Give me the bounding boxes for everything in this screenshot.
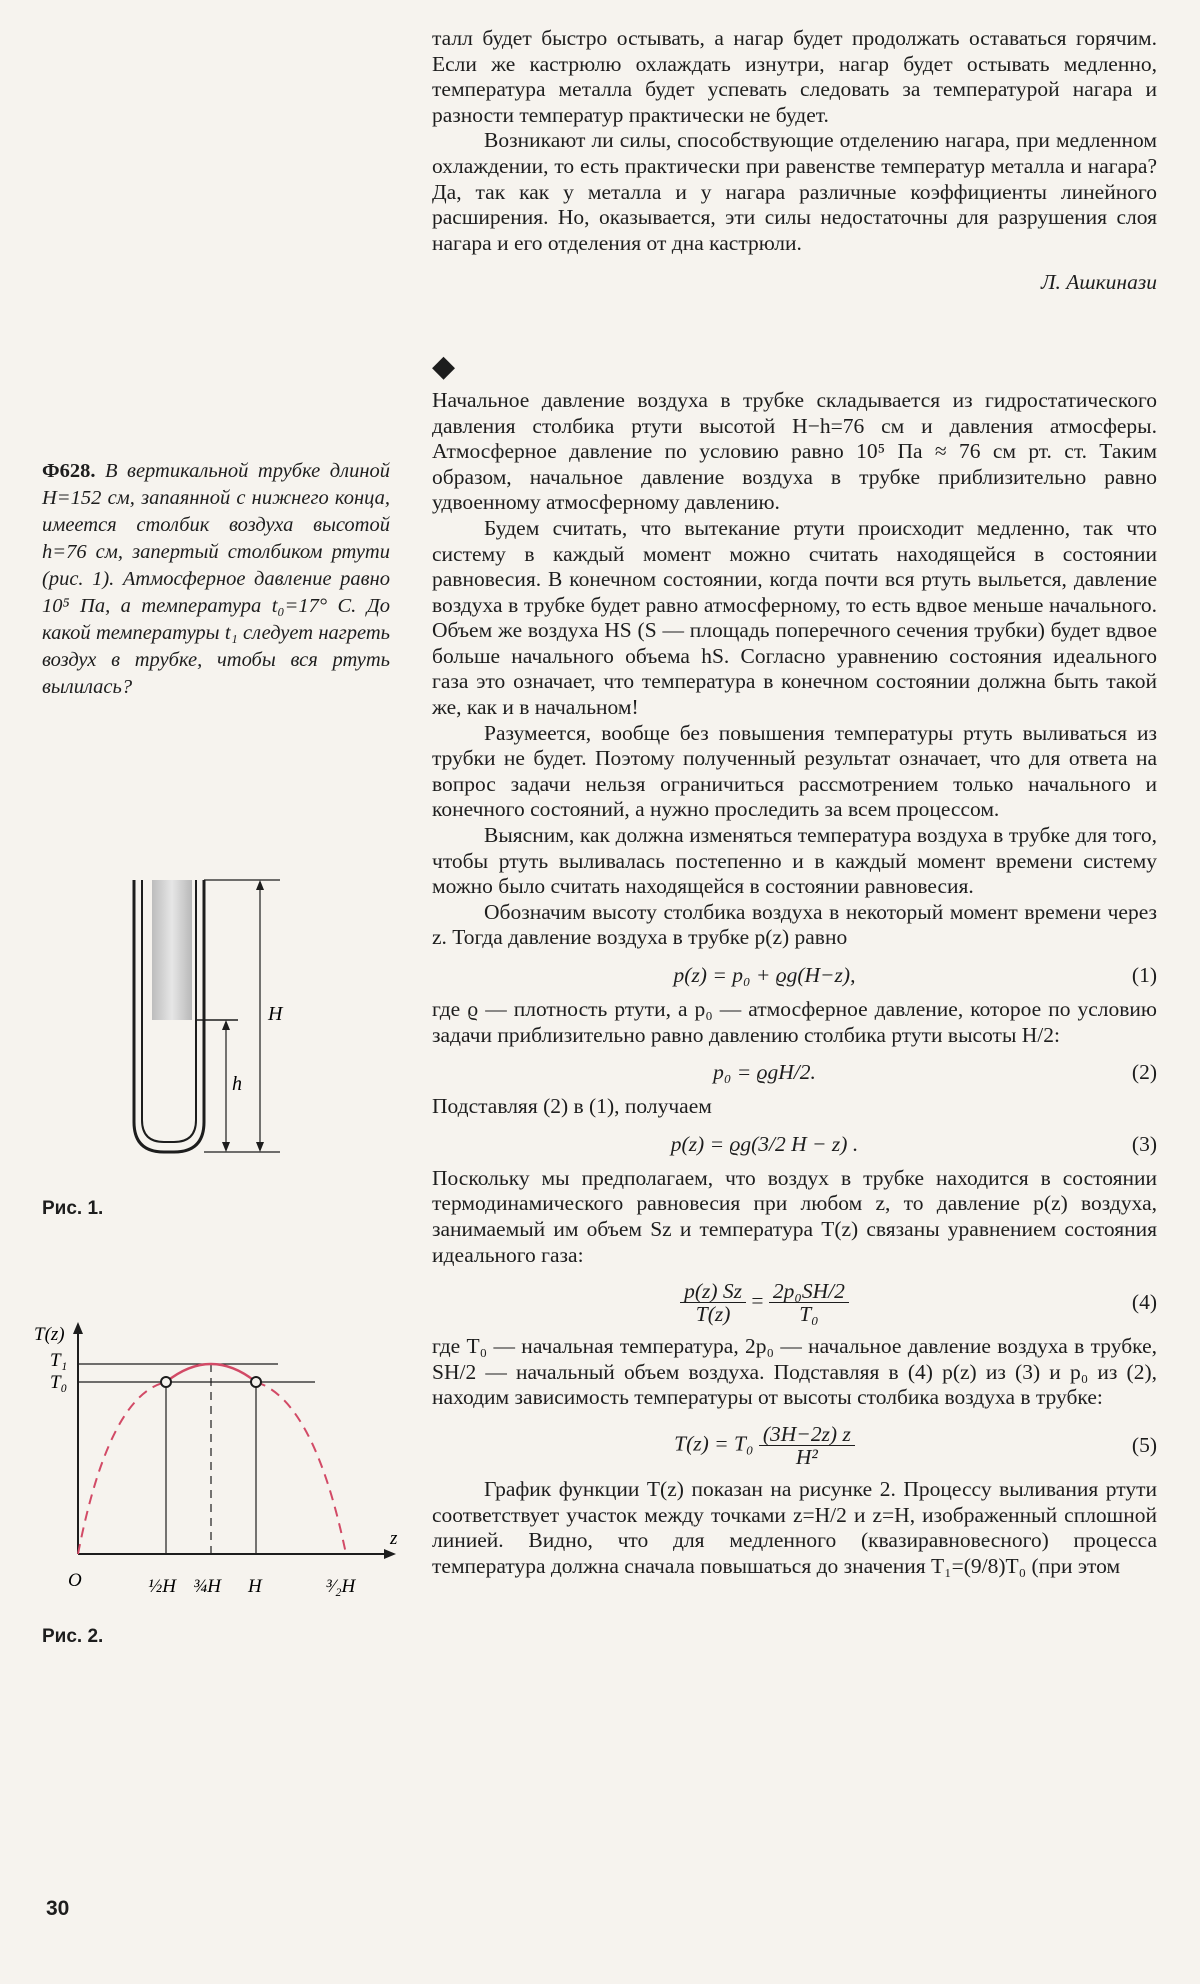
problem-text: В вертикальной трубке длиной H=152 см, запаянной с нижнего конца, имеется столбик воздуха высотой h=76 см, запертый столбиком ртути (рис. 1). Атмосферное давление равно 10⁵ Па, а температура t₀=17° С. До какой температуры t₁ следует нагреть воздух в трубке, чтобы вся ртуть вылилась? xyxy=(42,460,391,698)
figure-2-caption: Рис. 2. xyxy=(42,1626,104,1647)
article-paragraph-2: Возникают ли силы, способствующие отделению нагара, при медленном охлаждении, то есть практически при равенстве температур металла и нагара? Да, так как у металла и у нагара различные коэффициенты линейного расширения. Но, оказывается, эти силы недостаточны для разрушения слоя нагара и его отделения от дна кастрюли. xyxy=(432,128,1157,255)
main-column xyxy=(432,26,1157,1579)
mercury-column xyxy=(152,880,192,1020)
diamond-icon: ◆ xyxy=(432,349,456,383)
equation-2-body: p₀ = ϱgH/2. xyxy=(713,1060,816,1085)
equation-3 xyxy=(432,1128,1157,1158)
equation-1-body: p(z) = p₀ + ϱg(H−z), xyxy=(673,963,856,987)
equation-5-denominator: H² xyxy=(795,1444,818,1469)
page-number: 30 xyxy=(46,1897,70,1920)
equation-2-number: (2) xyxy=(1131,1060,1157,1085)
equation-4-rhs-numerator: 2p₀SH/2 xyxy=(769,1280,849,1303)
y-axis-label: T(z) xyxy=(34,1324,65,1345)
equation-1 xyxy=(432,959,1157,989)
equation-5 xyxy=(432,1419,1157,1469)
tick-label-H: H xyxy=(248,1576,262,1597)
solution-paragraph-6: где ϱ — плотность ртути, а p₀ — атмосферное давление, которое по условию задачи приблизительно равно давлению столбика ртути высоты H/2: xyxy=(432,997,1157,1047)
solution-paragraph-7: Подставляя (2) в (1), получаем xyxy=(432,1094,712,1119)
tick-label-three-halves-H: ³⁄₂H xyxy=(326,1576,356,1597)
tick-label-half-H: ½H xyxy=(148,1576,176,1597)
author-signature: Л. Ашкинази xyxy=(1040,270,1157,295)
equation-5-numerator: (3H−2z) z xyxy=(759,1423,855,1446)
point-H xyxy=(251,1377,261,1387)
equation-1-number: (1) xyxy=(1131,963,1157,987)
problem-statement xyxy=(42,458,390,701)
equation-4-rhs-denominator: T₀ xyxy=(799,1302,819,1327)
label-T0: T₀ xyxy=(50,1372,68,1393)
curve-dashed-left xyxy=(78,1382,166,1554)
solution-paragraph-9: где T₀ — начальная температура, 2p₀ — начальное давление воздуха в трубке, SH/2 — начальный объем воздуха. Подставляя в (4) p(z) из (3) и p₀ из (2), находим зависимость температуры от высоты столбика воздуха в трубке: xyxy=(432,1334,1157,1410)
solution-paragraph-2: Будем считать, что вытекание ртути происходит медленно, так что систему в каждый момент можно считать находящейся в состоянии равновесия. В конечном состоянии, когда почти вся ртуть выльется, давление воздуха в трубке будет равно атмосферному, то есть вдвое меньше начального. Объем же воздуха HS (S — площадь поперечного сечения трубки) будет вдвое больше начального объема hS. Согласно уравнению состояния идеального газа это означает, что температура в конечном состоянии должна быть такой же, как и в начальном! xyxy=(432,515,1157,720)
figure-1-caption: Рис. 1. xyxy=(42,1198,104,1219)
equation-4-rhs xyxy=(769,1280,849,1325)
figure-1-tube-diagram xyxy=(120,872,300,1162)
solution-paragraph-5: Обозначим высоту столбика воздуха в некоторый момент времени через z. Тогда давление воздуха в трубке p(z) равно xyxy=(432,899,1157,950)
equation-4-number: (4) xyxy=(1131,1290,1157,1315)
label-H: H xyxy=(268,1003,283,1025)
solution-paragraph-4: Выясним, как должна изменяться температура воздуха в трубке для того, чтобы ртуть выливалась постепенно и в каждый момент времени систему можно было считать находящейся в состоянии равновесия. xyxy=(432,823,1157,899)
article-paragraph-1: талл будет быстро остывать, а нагар будет продолжать оставаться горячим. Если же кастрюлю охлаждать изнутри, нагар будет остывать медленно, температура металла будет успевать следовать за температурой нагара и разности температур практически не будет. xyxy=(432,26,1157,127)
solution-paragraph-8: Поскольку мы предполагаем, что воздух в трубке находится в состоянии термодинамического равновесия при любом z, то давление p(z) воздуха, занимаемый им объем Sz и температура T(z) связаны уравнением состояния идеального газа: xyxy=(432,1165,1157,1267)
tick-label-three-quarter-H: ¾H xyxy=(193,1576,221,1597)
equation-3-body: p(z) = ϱg(3/2 H − z) . xyxy=(670,1131,859,1156)
solution-paragraph-3: Разумеется, вообще без повышения температуры ртуть выливаться из трубки не будет. Поэтому полученный результат означает, что для ответа на вопрос задачи нельзя ограничиться рассмотрением только начального и конечного состояний, а нужно проследить за всем процессом. xyxy=(432,720,1157,822)
label-T1: T₁ xyxy=(50,1350,68,1371)
solution-paragraph-10: График функции T(z) показан на рисунке 2. Процессу выливания ртути соответствует участок между точками z=H/2 и z=H, изображенный сплошной линией. Видно, что для медленного (квазиравновесного) процесса температура должна сначала повышаться до значения T₁=(9/8)T₀ (при этом xyxy=(432,1476,1157,1578)
equation-4-lhs xyxy=(680,1280,746,1325)
equation-2 xyxy=(432,1056,1157,1086)
equation-3-number: (3) xyxy=(1131,1131,1157,1156)
equation-4-lhs-denominator: T(z) xyxy=(695,1302,731,1327)
equation-4-lhs-numerator: p(z) Sz xyxy=(680,1280,746,1303)
origin-label: O xyxy=(68,1570,82,1591)
equation-5-fraction xyxy=(759,1423,855,1468)
equation-5-number: (5) xyxy=(1131,1432,1157,1457)
equation-5-lhs: T(z) = T₀ xyxy=(674,1431,754,1456)
curve-dashed-right xyxy=(256,1382,346,1554)
label-h: h xyxy=(232,1073,242,1095)
figure-2-graph xyxy=(30,1318,410,1608)
problem-label: Ф628. xyxy=(42,460,96,482)
point-half-H xyxy=(161,1377,171,1387)
solution-paragraph-1: Начальное давление воздуха в трубке складывается из гидростатического давления столбика ртути высотой H−h=76 см и давления атмосферы. Атмосферное давление по условию равно 10⁵ Па ≈ 76 см рт. ст. Таким образом, начальное давление воздуха в трубке приблизительно равно удвоенному атмосферному давлению. xyxy=(432,387,1157,515)
equation-4: $\frac{p(z) Sz}{T(z)}$ = $\frac{\text{2p₀SH/2}}{\text{T₀}}$ (4) xyxy=(432,1276,1157,1326)
x-axis-label: z xyxy=(390,1528,398,1549)
